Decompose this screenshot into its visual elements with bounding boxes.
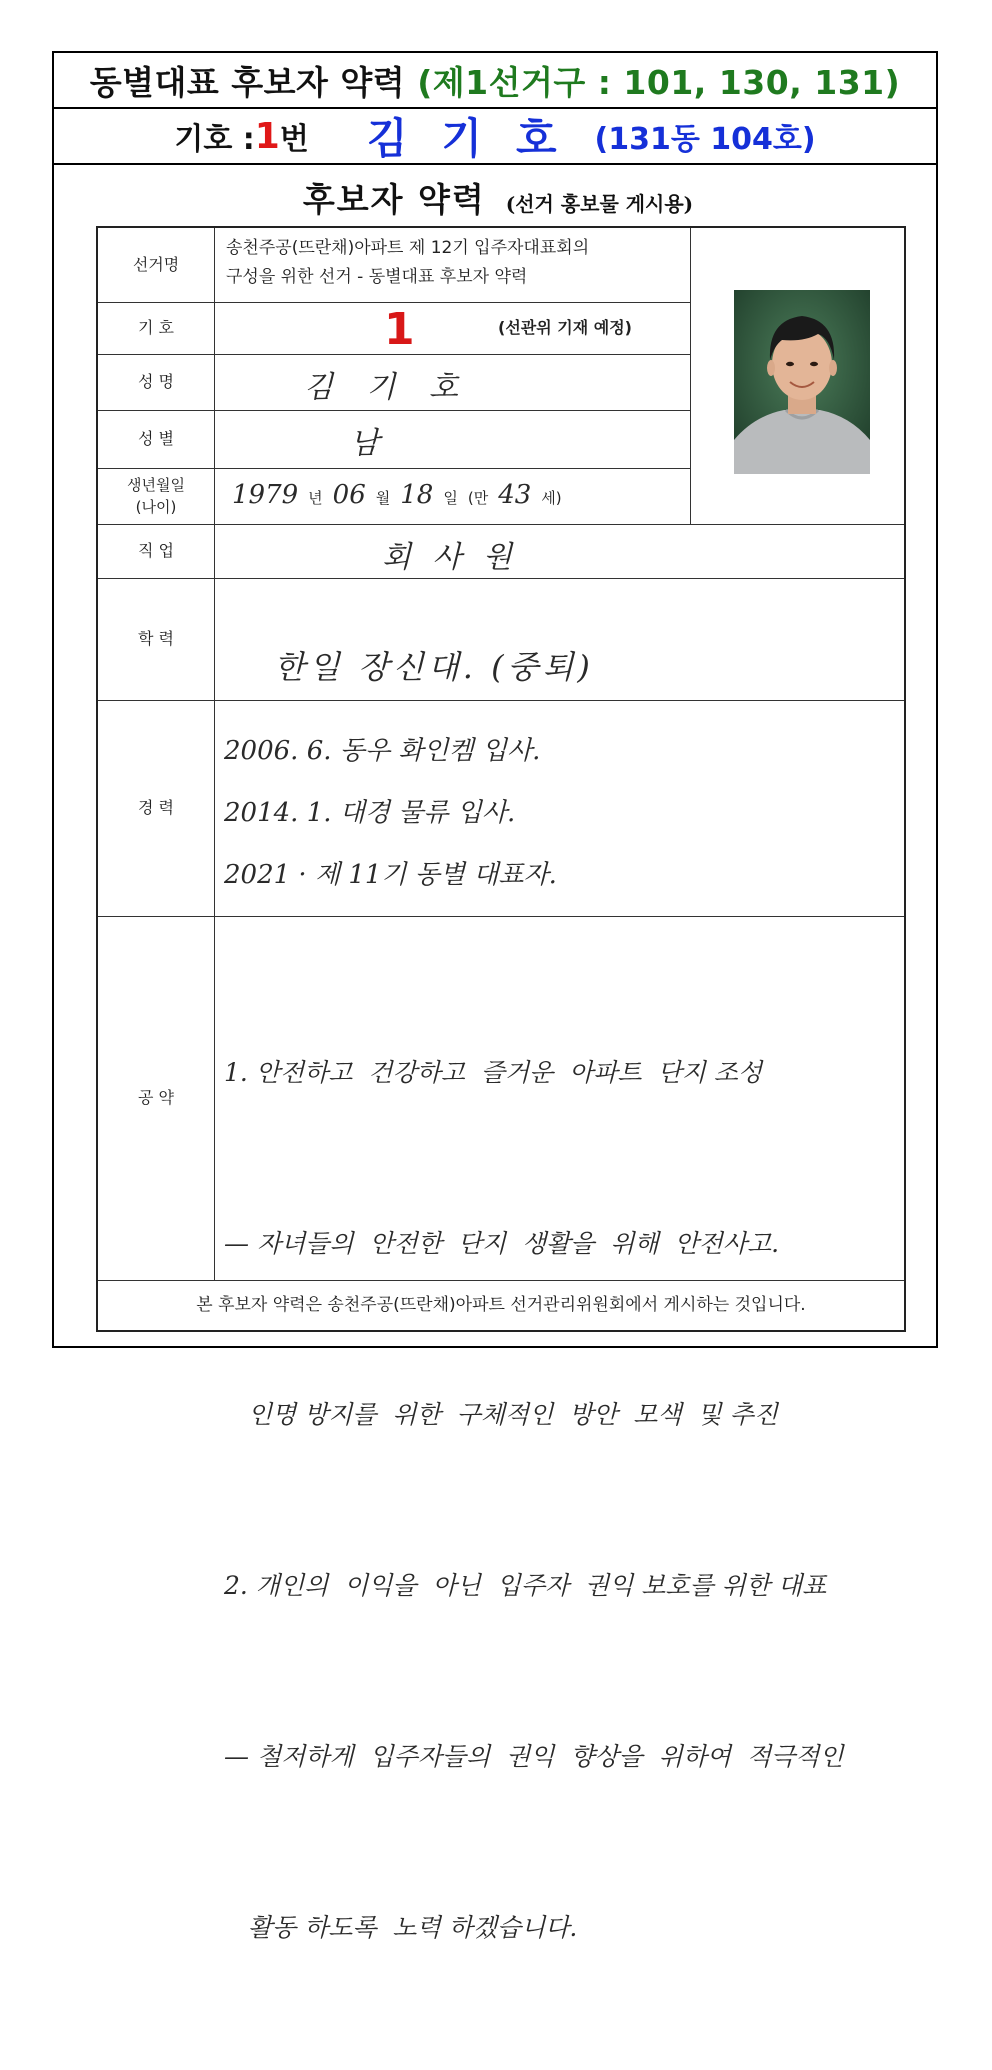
candidate-name: 김기호 bbox=[366, 114, 591, 163]
birth-label-line1: 생년월일 bbox=[127, 475, 185, 494]
symbol-label: 기호 : bbox=[174, 122, 255, 157]
pledge-line: — 자녀들의 안전한 단지 생활을 위해 안전사고. bbox=[224, 1229, 780, 1258]
age-suffix: 세) bbox=[541, 489, 562, 507]
notice-title-main: 동별대표 후보자 약력 bbox=[89, 62, 406, 102]
birth-row-label bbox=[98, 468, 214, 524]
gender-row-label: 성 별 bbox=[138, 429, 174, 448]
career-item: 2021 · 제 11기 동별 대표자. bbox=[224, 860, 557, 890]
pledge-row-label: 공 약 bbox=[138, 1088, 174, 1107]
footer-note: 본 후보자 약력은 송천주공(뜨란채)아파트 선거관리위원회에서 게시하는 것입니다. bbox=[196, 1294, 806, 1315]
pledge-line: — 철저하게 입주자들의 권익 향상을 위하여 적극적인 bbox=[224, 1742, 844, 1771]
pledge-line: 인명 방지를 위한 구체적인 방안 모색 및 추진 bbox=[224, 1400, 778, 1429]
birth-row-value bbox=[232, 480, 688, 512]
career-row-label: 경 력 bbox=[138, 798, 174, 817]
career-item: 2014. 1. 대경 물류 입사. bbox=[224, 798, 516, 828]
election-value bbox=[226, 234, 686, 292]
birth-day-unit: 일 bbox=[443, 489, 458, 507]
election-label: 선거명 bbox=[132, 255, 180, 274]
election-value-line1: 송천주공(뜨란채)아파트 제 12기 입주자대표회의 bbox=[226, 238, 590, 258]
form-title-sub: (선거 홍보물 게시용) bbox=[505, 192, 694, 216]
person-portrait-icon bbox=[734, 290, 870, 474]
job-row-value: 회 사 원 bbox=[382, 540, 519, 575]
age-value: 43 bbox=[498, 480, 532, 510]
birth-month-unit: 월 bbox=[375, 489, 391, 507]
symbol-number: 1 bbox=[254, 115, 280, 157]
career-list bbox=[224, 720, 884, 906]
profile-table bbox=[96, 226, 906, 1942]
form-title-main: 후보자 약력 bbox=[302, 180, 486, 219]
symbol-suffix: 번 bbox=[279, 122, 309, 157]
age-prefix: (만 bbox=[467, 489, 489, 507]
candidate-unit: (131동 104호) bbox=[594, 122, 816, 157]
notice-title bbox=[54, 53, 936, 109]
job-row-label: 직 업 bbox=[138, 541, 174, 560]
election-value-line2: 구성을 위한 선거 - 동별대표 후보자 약력 bbox=[226, 266, 528, 287]
career-item: 2006. 6. 동우 화인켐 입사. bbox=[224, 736, 541, 766]
name-row-label: 성 명 bbox=[138, 372, 174, 391]
pledge-line: 1. 안전하고 건강하고 즐거운 아파트 단지 조성 bbox=[224, 1058, 763, 1087]
pledge-list bbox=[224, 930, 900, 2070]
form-title bbox=[88, 174, 908, 224]
pledge-line: 2. 개인의 이익을 아닌 입주자 권익 보호를 위한 대표 bbox=[224, 1571, 827, 1600]
symbol-row-value: 1 bbox=[384, 304, 415, 355]
scanned-form bbox=[88, 174, 908, 1942]
education-row-label: 학 력 bbox=[138, 629, 174, 648]
candidate-header bbox=[54, 109, 936, 165]
birth-label-line2: (나이) bbox=[135, 498, 177, 516]
symbol-row-label: 기 호 bbox=[138, 318, 174, 337]
pledge-line: 활동 하도록 노력 하겠습니다. bbox=[224, 1913, 578, 1942]
birth-year: 1979 bbox=[232, 480, 299, 510]
notice-title-district: (제1선거구 : 101, 130, 131) bbox=[417, 62, 901, 102]
candidate-photo bbox=[734, 290, 870, 474]
name-row-value: 김 기 호 bbox=[304, 370, 471, 405]
education-row-value: 한일 장신대. (중퇴) bbox=[274, 648, 594, 686]
gender-row-value: 남 bbox=[350, 426, 379, 461]
symbol-row-note: (선관위 기재 예정) bbox=[498, 318, 632, 337]
birth-month: 06 bbox=[332, 480, 366, 510]
birth-day: 18 bbox=[400, 480, 434, 510]
birth-year-unit: 년 bbox=[308, 489, 323, 507]
